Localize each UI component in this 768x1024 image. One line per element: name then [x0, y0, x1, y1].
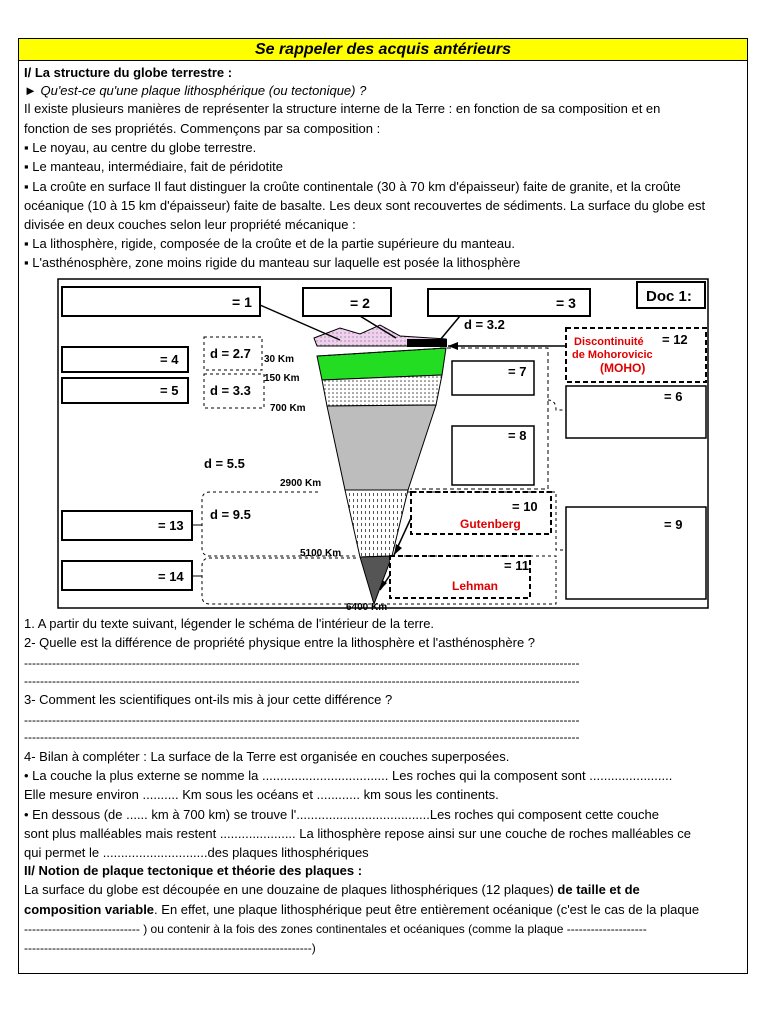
depth-6400: 6400 Km	[346, 602, 388, 613]
text-line: fonction de ses propriétés. Commençons par sa composition :	[24, 121, 381, 136]
text-line	[24, 881, 640, 899]
density-3-3: d = 3.3	[210, 383, 251, 398]
fill-blank-line[interactable]: • La couche la plus externe se nomme la ................................... Les roches qui la composent sont .......................	[24, 768, 673, 783]
text-bold-span: de taille et de	[557, 882, 640, 897]
question-2: 2- Quelle est la différence de propriété physique entre la lithosphère et l'asthénosphère ?	[24, 635, 536, 650]
depth-5100: 5100 Km	[300, 548, 342, 559]
section1-question: ► Qu'est-ce qu'une plaque lithosphérique (ou tectonique) ?	[24, 83, 367, 98]
label-8: = 8	[508, 428, 527, 443]
bullet-croute: ▪ La croûte en surface Il faut distinguer la croûte continentale (30 à 70 km d'épaisseur) faite de granite, et la croûte	[24, 179, 681, 194]
label-7: = 7	[508, 364, 527, 379]
moho-mohorovicic: de Mohorovicic	[572, 349, 653, 361]
depth-2900: 2900 Km	[280, 478, 322, 489]
asthenosphere-layer	[322, 375, 442, 406]
label-9: = 9	[664, 517, 683, 532]
text-span: . En effet, une plaque lithosphérique peut être entièrement océanique (c'est le cas de la plaque	[154, 902, 700, 917]
density-3-2: d = 3.2	[464, 317, 505, 332]
fill-blank-line[interactable]: qui permet le .............................des plaques lithosphériques	[24, 845, 369, 860]
text-line: divisée en deux couches selon leur propriété mécanique :	[24, 217, 356, 232]
section2-heading: II/ Notion de plaque tectonique et théorie des plaques :	[24, 863, 363, 878]
answer-line[interactable]: -------------------------------------------------------------------------------------------------------------------------------------------	[24, 674, 580, 688]
answer-line[interactable]: -------------------------------------------------------------------------------------------------------------------------------------------	[24, 656, 580, 670]
label-10: = 10	[512, 499, 538, 514]
text-bold-span: composition variable	[24, 902, 155, 917]
text-line	[24, 901, 699, 919]
label-3: = 3	[556, 295, 576, 311]
fill-blank-line[interactable]: Elle mesure environ .......... Km sous les océans et ............ km sous les continents.	[24, 787, 499, 802]
moho-discontinuite: Discontinuité	[574, 336, 644, 348]
moho-label: (MOHO)	[600, 361, 646, 375]
ocean-crust	[407, 339, 447, 347]
depth-700: 700 Km	[270, 403, 306, 414]
answer-line[interactable]: -------------------------------------------------------------------------------------------------------------------------------------------	[24, 713, 580, 727]
label-12: = 12	[662, 332, 688, 347]
gutenberg-label: Gutenberg	[460, 517, 521, 531]
label-4: = 4	[160, 352, 179, 367]
fill-blank-line[interactable]: • En dessous (de ...... km à 700 km) se trouve l'.....................................Les roches qui composent cette couche	[24, 807, 659, 822]
doc-label: Doc 1:	[646, 288, 692, 305]
page-title: Se rappeler des acquis antérieurs	[18, 38, 748, 61]
fill-blank-line[interactable]: ----------------------------- ) ou contenir à la fois des zones continentales et océaniques (comme la plaque --------------------	[24, 922, 647, 936]
density-5-5: d = 5.5	[204, 456, 245, 471]
label-box-1	[62, 287, 260, 316]
answer-line[interactable]: -------------------------------------------------------------------------------------------------------------------------------------------	[24, 730, 580, 744]
question-4: 4- Bilan à compléter : La surface de la Terre est organisée en couches superposées.	[24, 749, 510, 764]
label-6: = 6	[664, 389, 683, 404]
bullet-noyau: ▪ Le noyau, au centre du globe terrestre.	[24, 140, 257, 155]
fill-blank-line[interactable]: ------------------------------------------------------------------------)	[24, 941, 316, 955]
label-box-9	[566, 507, 706, 599]
depth-30: 30 Km	[264, 354, 295, 365]
fill-blank-line[interactable]: sont plus malléables mais restent ..................... La lithosphère repose ainsi sur une couche de roches malléables ce	[24, 826, 691, 841]
depth-150: 150 Km	[264, 373, 300, 384]
density-9-5: d = 9.5	[210, 507, 251, 522]
bullet-lithosphere: ▪ La lithosphère, rigide, composée de la croûte et de la partie supérieure du manteau.	[24, 236, 515, 251]
label-5: = 5	[160, 383, 179, 398]
label-box-2	[303, 288, 391, 316]
text-line: océanique (10 à 15 km d'épaisseur) faite de basalte. Les deux sont recouvertes de sédiments. La surface du globe est	[24, 198, 706, 213]
text-span: La surface du globe est découpée en une douzaine de plaques lithosphériques (12 plaques)	[24, 882, 558, 897]
density-2-7: d = 2.7	[210, 346, 251, 361]
text-line: Il existe plusieurs manières de représenter la structure interne de la Terre : en fonction de sa composition et en	[24, 101, 661, 116]
question-1: 1. A partir du texte suivant, légender le schéma de l'intérieur de la terre.	[24, 616, 435, 631]
label-14: = 14	[158, 569, 184, 584]
label-box-6	[566, 386, 706, 438]
bullet-asthenosphere: ▪ L'asthénosphère, zone moins rigide du manteau sur laquelle est posée la lithosphère	[24, 255, 521, 270]
section1-heading: I/ La structure du globe terrestre :	[24, 65, 233, 80]
question-3: 3- Comment les scientifiques ont-ils mis à jour cette différence ?	[24, 692, 393, 707]
label-11: = 11	[504, 558, 529, 573]
label-2: = 2	[350, 295, 370, 311]
label-13: = 13	[158, 518, 184, 533]
lehman-label: Lehman	[452, 579, 499, 593]
bullet-manteau: ▪ Le manteau, intermédiaire, fait de péridotite	[24, 159, 283, 174]
label-1: = 1	[232, 294, 252, 310]
